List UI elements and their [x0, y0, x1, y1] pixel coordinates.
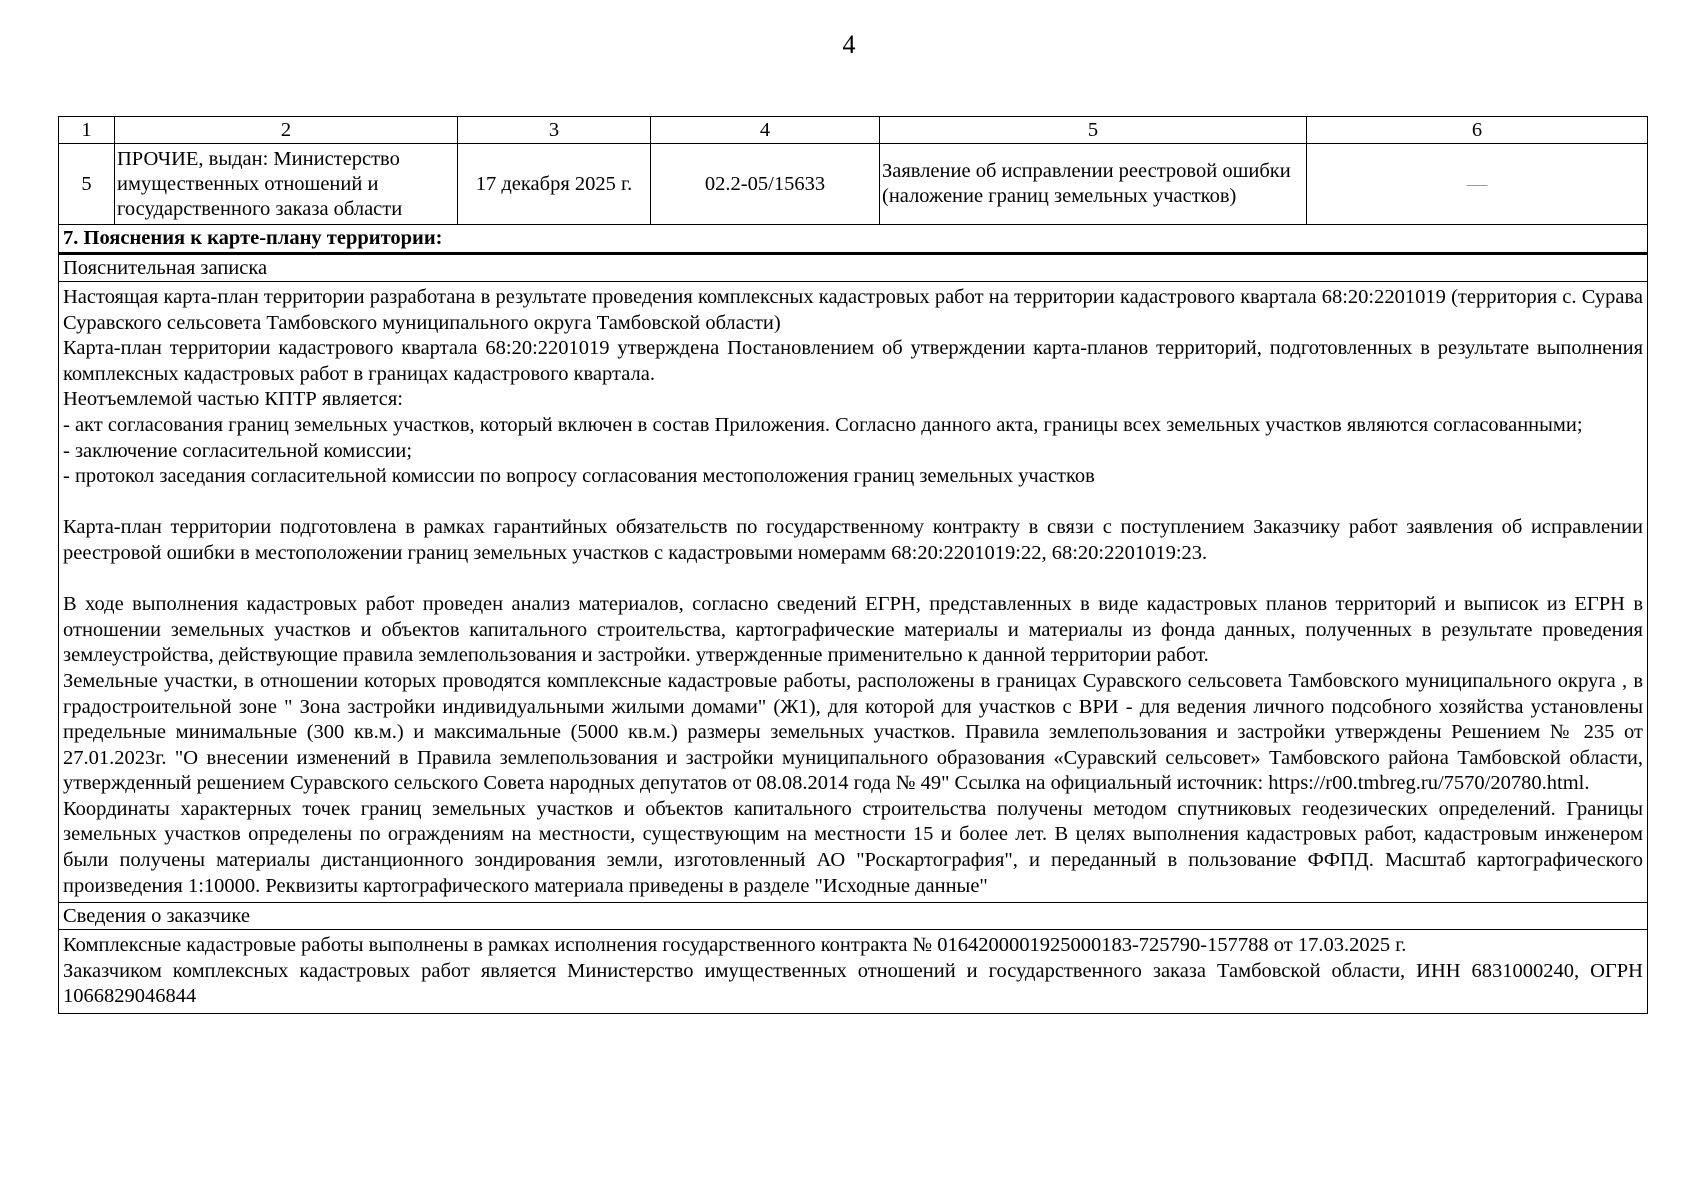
- list-item: - протокол заседания согласительной комиссии по вопросу согласования местоположения границ земельных участков: [63, 465, 1095, 488]
- explanatory-text-row: [59, 282, 1648, 903]
- paragraph: Карта-план территории подготовлена в рамках гарантийных обязательств по государственному контракту в связи с поступлением Заказчику работ заявления об исправлении реестровой ошибки в местоположении границ земельных участков с кадастровыми номерамм 68:20:2201019:22, 68:20:2201019:23.: [63, 516, 1643, 564]
- column-header-6: 6: [1307, 117, 1648, 144]
- column-header-2: 2: [115, 117, 458, 144]
- column-header-1: 1: [59, 117, 115, 144]
- explanatory-text: [59, 282, 1648, 903]
- explanatory-note-label: Пояснительная записка: [59, 254, 1648, 282]
- column-header-4: 4: [651, 117, 880, 144]
- paragraph: Неотъемлемой частью КПТР является:: [63, 388, 403, 411]
- document-number-cell: 02.2-05/15633: [651, 144, 880, 225]
- paragraph: Настоящая карта-план территории разработана в результате проведения комплексных кадастровых работ на территории кадастрового квартала 68:20:2201019 (территория с. Сурава Суравского сельсовета Тамбовского муниципального округа Тамбовской области): [63, 286, 1643, 334]
- note-cell: —: [1307, 144, 1648, 225]
- explanatory-label-row: [59, 254, 1648, 282]
- table-row: [59, 144, 1648, 225]
- customer-text: [59, 930, 1648, 1014]
- customer-label-row: [59, 903, 1648, 930]
- row-number-cell: 5: [59, 144, 115, 225]
- paragraph: Заказчиком комплексных кадастровых работ является Министерство имущественных отношений и государственного заказа Тамбовской области, ИНН 6831000240, ОГРН 1066829046844: [63, 959, 1643, 1008]
- customer-text-row: [59, 930, 1648, 1014]
- list-item: - акт согласования границ земельных участков, который включен в состав Приложения. Согласно данного акта, границы всех земельных участков являются согласованными;: [63, 413, 1583, 436]
- paragraph: В ходе выполнения кадастровых работ проведен анализ материалов, согласно сведений ЕГРН, представленных в виде кадастровых планов территорий и выписок из ЕГРН в отношении земельных участков и объектов капитального строительства, картографические материалы и материалы из фонда данных, полученных в результате проведения землеустройства, действующие правила землепользования и застройки. утвержденные применительно к данной территории работ.: [63, 593, 1643, 667]
- document-type-cell: ПРОЧИЕ, выдан: Министерство имущественных отношений и государственного заказа области: [115, 144, 458, 225]
- document-date-cell: 17 декабря 2025 г.: [458, 144, 651, 225]
- column-header-3: 3: [458, 117, 651, 144]
- table-header-row: [59, 117, 1648, 144]
- customer-info-label: Сведения о заказчике: [59, 903, 1648, 930]
- section-title: 7. Пояснения к карте-плану территории:: [59, 225, 1648, 254]
- list-item: - заключение согласительной комиссии;: [63, 439, 413, 462]
- paragraph-gap: [63, 567, 1643, 593]
- paragraph: Земельные участки, в отношении которых проводятся комплексные кадастровые работы, расположены в границах Суравского сельсовета Тамбовского муниципального округа , в градостроительной зоне " Зона застройки индивидуальными жилыми домами" (Ж1), для которой для участков с ВРИ - для ведения личного подсобного хозяйства установлены предельные минимальные (300 кв.м.) и максимальные (5000 кв.м.) размеры земельных участков. Правила землепользования и застройки утверждены Решением № 235 от 27.01.2023г. "О внесении изменений в Правила землепользования и застройки муниципального образования «Суравский сельсовет» Тамбовского района Тамбовской области, утвержденный решением Суравского сельского Совета народных депутатов от 08.08.2014 года № 49" Ссылка на официальный источник: https://r00.tmbreg.ru/7570/20780.html.: [63, 669, 1643, 795]
- page-number: 4: [842, 30, 856, 59]
- cadastral-document-table: [58, 116, 1648, 1014]
- paragraph: Карта-план территории кадастрового квартала 68:20:2201019 утверждена Постановлением об утверждении карта-планов территорий, подготовленных в результате выполнения комплексных кадастровых работ в границах кадастрового квартала.: [63, 337, 1643, 385]
- paragraph: Координаты характерных точек границ земельных участков и объектов капитального строительства получены методом спутниковых геодезических определений. Границы земельных участков определены по ограждениям на местности, существующим на местности 15 и более лет. В целях выполнения кадастровых работ, кадастровым инженером были получены материалы дистанционного зондирования земли, изготовленный АО "Роскартография", и переданный в пользование ФФПД. Масштаб картографического произведения 1:10000. Реквизиты картографического материала приведены в разделе "Исходные данные": [63, 797, 1643, 897]
- section-title-row: [59, 225, 1648, 254]
- paragraph: Комплексные кадастровые работы выполнены в рамках исполнения государственного контракта № 0164200001925000183-725790-157788 от 17.03.2025 г.: [63, 934, 1407, 957]
- column-header-5: 5: [880, 117, 1307, 144]
- paragraph-gap: [63, 490, 1643, 516]
- document-name-cell: Заявление об исправлении реестровой ошибки (наложение границ земельных участков): [880, 144, 1307, 225]
